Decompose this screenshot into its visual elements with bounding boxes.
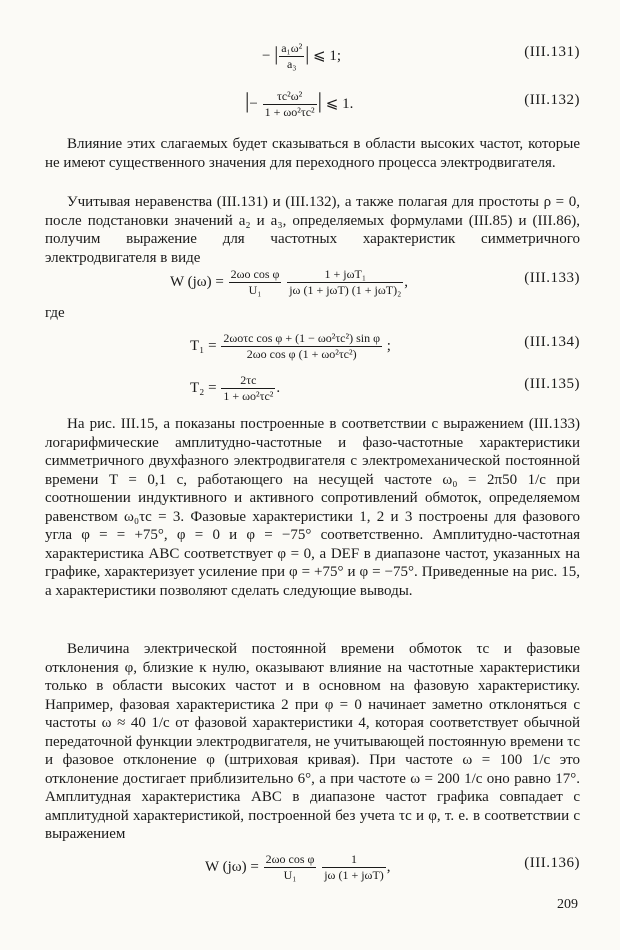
page-number: 209 [557, 897, 578, 912]
fraction: $\frac{\text{τc²ω²}}{\text{1 + ωo²τc²}}$ [264, 89, 315, 119]
equation-number: (III.136) [524, 855, 580, 871]
fraction: $\frac{\text{2ωo cos φ}}{\text{U₁}}$ [230, 267, 280, 297]
paragraph-4: Величина электрической постоянной времени обмоток τc и фазовые отклонения φ, близкие к нулю, оказывают влияние на частотные характеристики только в области высоких частот и в основном на фазовую характеристику. Например, фазовая характеристика 2 при φ = 0 начинает заметно отклоняться с частоты ω ≈ 40 1/с от фазовой характеристики 4, которая соответствует обычной передаточной функции электродвигателя, не учитывающей постоянную времени τc и фазовое отклонение φ (штриховая кривая). При частоте ω = 100 1/с это отклонение достигает приблизительно 6°, а при частоте ω = 200 1/с оно равно 17°. Амплитудная характеристика ABC в диапазоне частот графика совпадает с амплитудной характеристикой, построенной без учета τc и φ, т. е. в соответствии с выражением [45, 641, 580, 842]
fraction: 1 jω (1 + jωT) [324, 852, 384, 882]
where-label: где [45, 305, 65, 321]
minus-sign: − [249, 95, 258, 112]
equation-number: (III.132) [524, 92, 580, 108]
book-page: − | $\frac{\text{a₁ω²}}{\text{a₃}}$ | ⩽ 1; (III.131) |− $\frac{\text{τc²ω²}}{\text{1 + ωo²τc²}}$ | ⩽ 1. (III.132) Влияние этих слагаемых будет сказываться в области высоких частот, которые не имеют существенного значения для переходного процесса электродвигателя. Учитывая неравенства (III.131) и (III.132), а также полагая для простоты ρ = 0, после подстановки значений a₂ и a₃, определяемых формулами (III.85) и (III.86), получим выражение для частотных характеристик симметричного электродвигателя в виде W (jω) = $\frac{\text{2ωo cos φ}}{\text{U₁}}$ 1 + jωT₁ jω (1 + jωT) (1 + jωT)₂ , (III.133) где T₁ = 2ωoτc cos φ + (1 − ωo²τc²) sin φ 2ωo cos φ (1 + ωo²τc²) ; (III.134) T₂ = $\frac{2\tau c}{\text{1 + ωo²τc²}}$ . (III.135) На рис. III.15, а показаны построенные в соответствии с выражением (III.133) логарифмические амплитудно-частотные и фазо-частотные характеристики симметричного двухфазного электродвигателя с электромеханической постоянной времени T = 0,1 с, работающего на несущей частоте ω₀ = 2π50 1/с при соотношении индуктивного и активного сопротивлений обмоток, определяемом равенством ω₀τc = 3. Фазовые характеристики 1, 2 и 3 построены для фазового угла φ = = +75°, φ = 0 и φ = −75° соответственно. Амплитудно-частотная характеристика ABC соответствует φ = 0, а DEF в диапазоне частот, указанных на графике, характеризует усиление при φ = +75° и φ = −75°. Приведенные на рис. 15, а характеристики позволяют сделать следующие выводы. Величина электрической постоянной времени обмоток τc и фазовые отклонения φ, близкие к нулю, оказывают влияние на частотные характеристики только в области высоких частот и в основном на фазовую характеристику. Например, фазовая характеристика 2 при φ = 0 начинает заметно отклоняться с частоты ω ≈ 40 1/с от фазовой характеристики 4, которая соответствует обычной передаточной функции электродвигателя, не учитывающей постоянную времени τc и фазовое отклонение φ (штриховая кривая). При частоте ω = 100 1/с это отклонение достигает приблизительно 6°, а при частоте ω = 200 1/с оно равно 17°. Амплитудная характеристика ABC в диапазоне частот графика совпадает с амплитудной характеристикой, построенной без учета τc и φ, т. е. в соответствии с выражением W (jω) = $\frac{\text{2ωo cos φ}}{\text{U₁}}$ 1 jω (1 + jωT) , (III.136) 209 [45, 41, 580, 912]
equation-number: (III.135) [524, 376, 580, 392]
fraction: 2ωoτc cos φ + (1 − ωo²τc²) sin φ 2ωo cos φ (1 + ωo²τc²) [223, 331, 381, 361]
equation-number: (III.133) [524, 270, 580, 286]
paragraph-2: Учитывая неравенства (III.131) и (III.132), а также полагая для простоты ρ = 0, после подстановки значений a₂ и a₃, определяемых формулами (III.85) и (III.86), получим выражение для частотных характеристик симметричного электродвигателя в виде [45, 194, 580, 266]
relation: ⩽ 1; [313, 47, 342, 64]
paragraph-1: Влияние этих слагаемых будет сказываться в области высоких частот, которые не имеют существенного значения для переходного процесса электродвигателя. [45, 136, 580, 171]
fraction: $\frac{\text{2ωo cos φ}}{\text{U₁}}$ [265, 852, 315, 882]
paragraph-3: На рис. III.15, а показаны построенные в соответствии с выражением (III.133) логарифмические амплитудно-частотные и фазо-частотные характеристики симметричного двухфазного электродвигателя с электромеханической постоянной времени T = 0,1 с, работающего на несущей частоте ω₀ = 2π50 1/с при соотношении индуктивного и активного сопротивлений обмоток, определяемом равенством ω₀τc = 3. Фазовые характеристики 1, 2 и 3 построены для фазового угла φ = = +75°, φ = 0 и φ = −75° соответственно. Амплитудно-частотная характеристика ABC соответствует φ = 0, а DEF в диапазоне частот, указанных на графике, характеризует усиление при φ = +75° и φ = −75°. Приведенные на рис. 15, а характеристики позволяют сделать следующие выводы. [45, 416, 580, 599]
equation-number: (III.131) [524, 44, 580, 60]
relation: ⩽ 1. [325, 95, 354, 112]
fraction: $\frac{\text{a₁ω²}}{\text{a₃}}$ [281, 41, 303, 71]
fraction: 1 + jωT₁ jω (1 + jωT) (1 + jωT)₂ [289, 267, 402, 297]
equation-number: (III.134) [524, 334, 580, 350]
fraction: $\frac{2\tau c}{\text{1 + ωo²τc²}}$ [223, 373, 274, 403]
minus-sign: − [262, 47, 271, 64]
